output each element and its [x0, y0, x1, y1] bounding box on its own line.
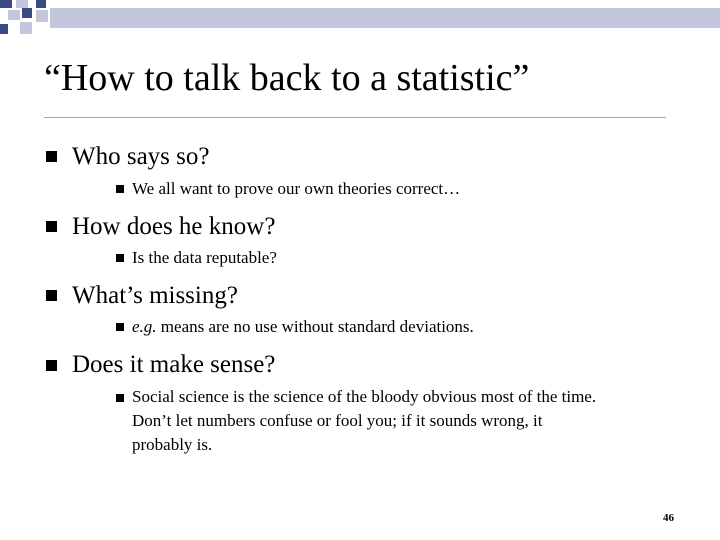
sub-bullet-text-line-2: Don’t let numbers confuse or fool you; if it sounds wrong, it — [132, 411, 543, 430]
sub-bullet-square-icon — [116, 394, 124, 402]
bullet-text: How does he know? — [72, 213, 276, 240]
bullet-text: What’s missing? — [72, 282, 238, 309]
title-divider — [44, 117, 666, 118]
sub-bullet-text-line-1: Social science is the science of the bloody obvious most of the time. — [132, 387, 597, 406]
slide-title: “How to talk back to a statistic” — [44, 57, 530, 99]
sub-bullet-square-icon — [116, 185, 124, 193]
bullet-text: Does it make sense? — [72, 351, 276, 378]
bullet-square-icon — [46, 151, 57, 162]
bullet-square-icon — [46, 290, 57, 301]
eg-abbrev: e.g. — [132, 317, 157, 336]
bullet-square-icon — [46, 360, 57, 371]
bullet-text: Who says so? — [72, 143, 210, 170]
sub-bullet-square-icon — [116, 254, 124, 262]
sub-bullet-text: Is the data reputable? — [132, 248, 277, 267]
sub-bullet-square-icon — [116, 323, 124, 331]
sub-bullet-text-rest: means are no use without standard deviations. — [156, 317, 474, 336]
sub-bullet-text-line-3: probably is. — [132, 435, 213, 454]
decorative-header-band — [0, 0, 720, 40]
sub-bullet-text: We all want to prove our own theories correct… — [132, 179, 461, 198]
page-number: 46 — [663, 512, 674, 524]
sub-bullet-text — [132, 315, 474, 339]
bullet-square-icon — [46, 221, 57, 232]
